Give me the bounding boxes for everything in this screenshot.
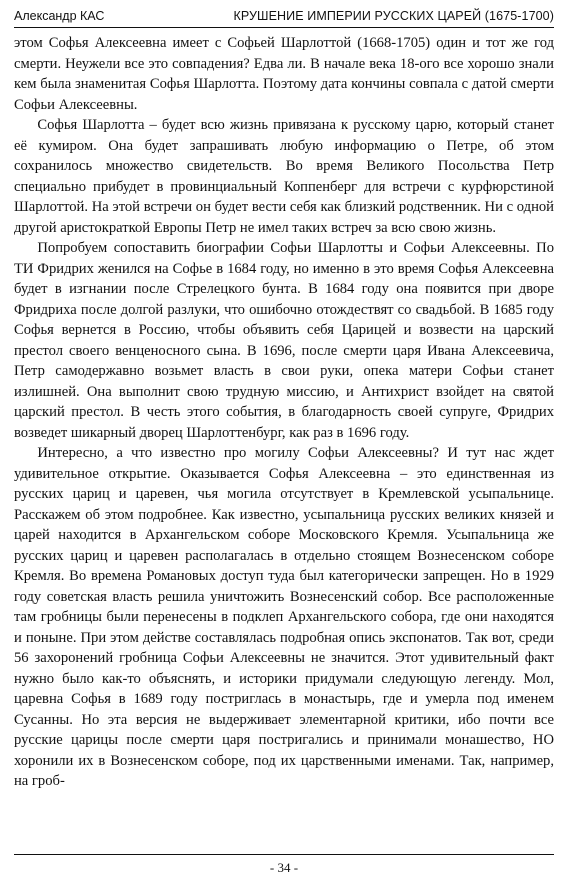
running-header [14, 6, 554, 26]
paragraph: этом Софья Алексеевна имеет с Софьей Шарлоттой (1668-1705) один и тот же год смерти. Неужели все это совпадения? Едва ли. В начале века 18-ого все хорошо знали кем была знаменитая Софья Шарлотта. Поэтому дата кончины совпала с датой смерти Софьи Алексеевны. [14, 35, 554, 113]
header-book-title: КРУШЕНИЕ ИМПЕРИИ РУССКИХ ЦАРЕЙ (1675-1700) [233, 9, 554, 23]
header-author: Александр КАС [14, 9, 105, 23]
paragraph: Попробуем сопоставить биографии Софьи Шарлотты и Софьи Алексеевны. По ТИ Фридрих женился на Софье в 1684 году, но именно в это время Софья Алексеевна будет в изгнании после Стрелецкого бунта. В 1684 году она появится при дворе Фридриха после долгой разлуки, что ошибочно отождествят со свадьбой. В 1685 году Софья вернется в Россию, чтобы объявить себя Царицей и возвести на царский престол своего венценосного сына. В 1696, после смерти царя Ивана Алексеевича, Петр самодержавно возьмет власть в свои руки, опека матери Софьи станет излишней. Она выполнит свою трудную миссию, и Антихрист взойдет на святой царский престол. В честь этого события, в благодарность своей супруге, Фридрих возведет шикарный дворец Шарлоттенбург, как раз в 1696 году. [14, 240, 554, 441]
page-number: - 34 - [269, 860, 299, 875]
header-divider [14, 27, 554, 28]
paragraph: Софья Шарлотта – будет всю жизнь привязана к русскому царю, который станет её кумиром. Она будет запрашивать любую информацию о Петре, об этом сохранилось множество свидетельств. Во время Великого Посольства Петр специально прибудет в провинциальный Коппенберг для встречи с курфюрстиной Шарлоттой. На этой встречи он будет вести себя как близкий родственник. Ни с одной другой аристократкой Европы Петр не имел таких встреч за всю свою жизнь. [14, 117, 554, 236]
footer-divider [14, 854, 554, 855]
paragraph: Интересно, а что известно про могилу Софьи Алексеевны? И тут нас ждет удивительное открытие. Оказывается Софья Алексеевна – это единственная из русских цариц и царевен, чья могила отсутствует в Кремлевской усыпальнице. Расскажем об этом подробнее. Как известно, усыпальница русских великих князей и царей находится в Архангельском соборе Московского Кремля. Усыпальница же русских цариц и царевен располагалась в отдельно стоящем Вознесенском соборе Кремля. Во времена Романовых доступ туда был категорически запрещен. Но в 1929 году советская власть решила уничтожить Вознесенский собор. Все расположенные там гробницы были перенесены в подклеп Архангельского собора, где они находятся и поныне. При этом действе составлялась подробная опись экспонатов. Так вот, среди 56 захоронений гробница Софьи Алексеевны не значится. Этот удивительный факт нужно было как-то объяснять, и историки придумали следующую легенду. Мол, царевна Софья в 1689 году постриглась в монастырь, где и умерла под именем Сусанны. Но эта версия не выдерживает элементарной критики, ибо почти все русские царицы после смерти царя постригались и принимали монашество, НО хоронили их в Вознесенском соборе, под их царственными именами. Так, например, на гроб- [14, 445, 554, 789]
page-body [14, 33, 554, 792]
